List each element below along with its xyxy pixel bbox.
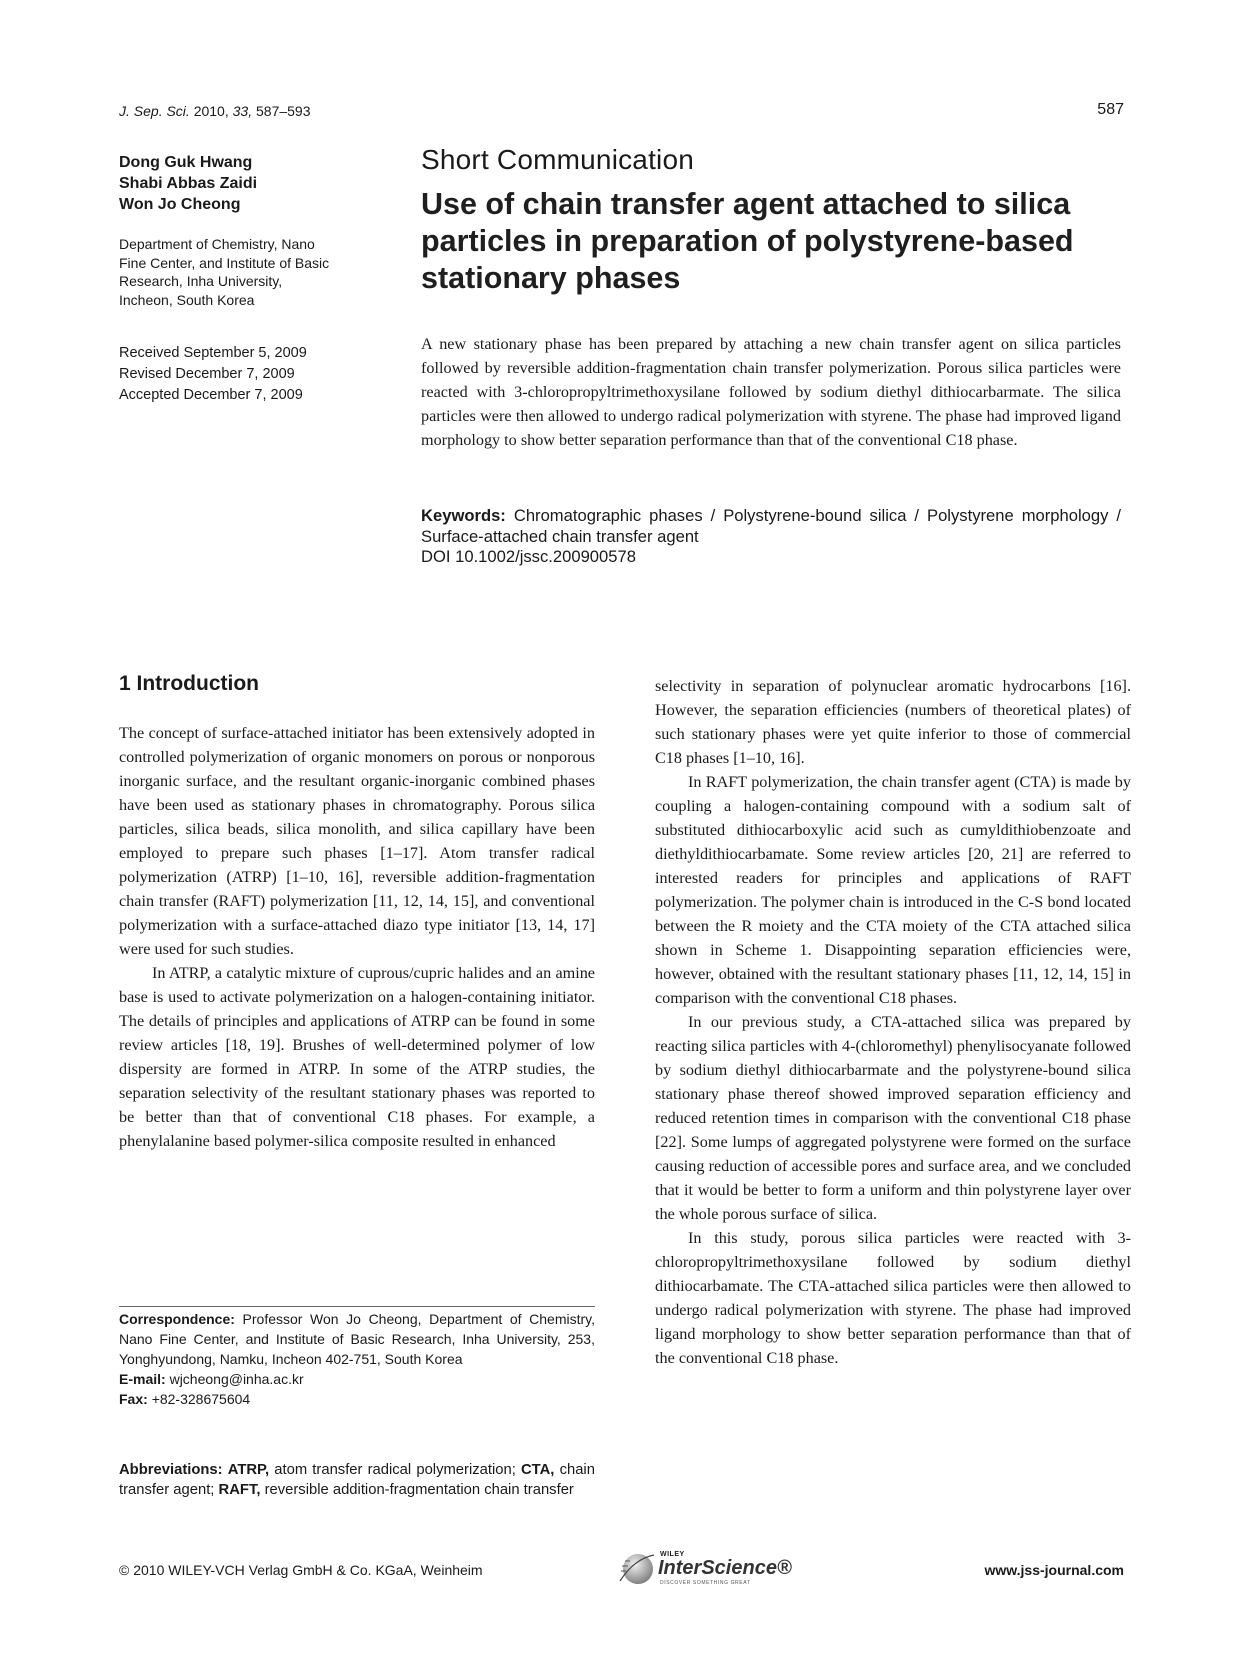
paragraph: In this study, porous silica particles were reacted with 3-chloropropyltrimethoxysilane followed by sodium diethyl dithiocarbamate. The CTA-attached silica particles were then allowed to undergo radical polymerization with styrene. The phase had improved ligand morphology to show better separation performance than that of the conventional C18 phase. (655, 1229, 1131, 1367)
author: Dong Guk Hwang (119, 154, 253, 171)
article-meta (119, 152, 389, 406)
author: Shabi Abbas Zaidi (119, 175, 258, 192)
correspondence (119, 1309, 595, 1409)
abbreviations (119, 1460, 595, 1500)
journal-year: 2010, (193, 103, 229, 119)
email-link[interactable]: wjcheong@inha.ac.kr (169, 1371, 304, 1387)
paragraph: selectivity in separation of polynuclear aromatic hydrocarbons [16]. However, the separation efficiencies (numbers of theoretical plates) of such stationary phases were yet quite inferior to those of commercial C18 phases [1–10, 16]. (655, 677, 1131, 767)
article-type: Short Communication (421, 144, 695, 175)
abbreviation-definition: atom transfer radical polymerization; (274, 1462, 516, 1478)
keywords (421, 505, 1121, 547)
body-column-left (119, 721, 595, 1153)
keywords-text: Chromatographic phases / Polystyrene-bound silica / Polystyrene morphology / Surface-attached chain transfer agent (421, 506, 1121, 546)
paragraph: The concept of surface-attached initiator has been extensively adopted in controlled polymerization of organic monomers on porous or nonporous inorganic surface, and the resultant organic-inorganic combined phases have been used as stationary phases in chromatography. Porous silica particles, silica beads, silica monolith, and silica capillary have been employed to prepare such phases [1–17]. Atom transfer radical polymerization (ATRP) [1–10, 16], reversible addition-fragmentation chain transfer (RAFT) polymerization [11, 12, 14, 15], and conventional polymerization with a surface-attached diazo type initiator [13, 14, 17] were used for such studies. (119, 724, 595, 958)
fax-label: Fax: (119, 1391, 148, 1407)
journal-volume: 33, (232, 103, 253, 119)
correspondence-fax (119, 1389, 595, 1409)
affiliation (119, 235, 389, 309)
abbreviation-term: ATRP, (227, 1462, 270, 1478)
date-revised: Revised December 7, 2009 (119, 366, 295, 382)
keywords-label: Keywords: (421, 506, 506, 525)
fax-number: +82-328675604 (151, 1391, 251, 1407)
author: Won Jo Cheong (119, 196, 241, 213)
abbreviation-term: CTA, (521, 1462, 555, 1478)
correspondence-email (119, 1369, 595, 1389)
correspondence-text: Professor Won Jo Cheong, Department of Chemistry, Nano Fine Center, and Institute of Basic Research, Inha University, 253, Yonghyundong, Namku, Incheon 402-751, South Korea (119, 1311, 595, 1367)
paragraph: In our previous study, a CTA-attached silica was prepared by reacting silica particles with 4-(chloromethyl) phenylisocyanate followed by sodium diethyl dithiocarbarmate and the polystyrene-bound silica stationary phase thereof showed improved separation efficiency and reduced retention times in comparison with the conventional C18 phase [22]. Some lumps of aggregated polystyrene were formed on the surface causing reduction of accessible pores and surface area, and we concluded that it would be better to form a uniform and thin polystyrene layer over the whole porous surface of silica. (655, 1013, 1131, 1223)
title-block (421, 144, 1121, 297)
logo-brand: InterScience® (658, 1557, 792, 1579)
abbreviations-label: Abbreviations: (119, 1462, 223, 1478)
journal-name: J. Sep. Sci. (119, 103, 190, 119)
correspondence-label: Correspondence: (119, 1311, 235, 1327)
paragraph: In RAFT polymerization, the chain transfer agent (CTA) is made by coupling a halogen-containing compound with a sodium salt of substituted dithiocarboxylic acid such as cumyldithiobenzoate and diethyldithiocarbamate. Some review articles [20, 21] are referred to interested readers for principles and applications of RAFT polymerization. The polymer chain is introduced in the C-S bond located between the R moiety and the CTA moiety of the CTA attached silica shown in Scheme 1. Disappointing separation efficiencies were, however, obtained with the resultant stationary phases [11, 12, 14, 15] in comparison with the conventional C18 phases. (655, 773, 1131, 1007)
date-accepted: Accepted December 7, 2009 (119, 387, 303, 403)
author-list (119, 152, 389, 215)
page-number: 587 (1097, 101, 1124, 118)
doi: DOI 10.1002/jssc.200900578 (421, 547, 636, 566)
correspondence-address (119, 1309, 595, 1369)
abbreviation-definition: chain transfer agent; (119, 1462, 595, 1498)
abbreviation-definition: reversible addition-fragmentation chain transfer (264, 1482, 574, 1498)
abbreviation-term: RAFT, (218, 1482, 261, 1498)
date-received: Received September 5, 2009 (119, 345, 307, 361)
paragraph: In ATRP, a catalytic mixture of cuprous/cupric halides and an amine base is used to activate polymerization on a halogen-containing initiator. The details of principles and applications of ATRP can be found in some review articles [18, 19]. Brushes of well-determined polymer of low dispersity are formed in ATRP. In some of the ATRP studies, the separation selectivity of the resultant stationary phases was reported to be better than that of conventional C18 phases. For example, a phenylalanine based polymer-silica composite resulted in enhanced (119, 964, 595, 1150)
journal-citation (119, 103, 311, 119)
abstract: A new stationary phase has been prepared by attaching a new chain transfer agent on silica particles followed by reversible addition-fragmentation chain transfer polymerization. Porous silica particles were reacted with 3-chloropropyltrimethoxysilane followed by sodium diethyl dithiocarbarmate. The silica particles were then allowed to undergo radical polymerization with styrene. The phase had improved ligand morphology to show better separation performance than that of the conventional C18 phase. (421, 335, 1121, 449)
divider (119, 1306, 595, 1307)
email-label: E-mail: (119, 1371, 166, 1387)
logo-tagline: DISCOVER SOMETHING GREAT (660, 1580, 751, 1586)
article-dates (119, 343, 389, 406)
journal-pages: 587–593 (256, 103, 311, 119)
affiliation-line: Fine Center, and Institute of Basic (119, 254, 330, 271)
interscience-logo (616, 1549, 792, 1589)
article-title: Use of chain transfer agent attached to silica particles in preparation of polystyrene-based stationary phases (421, 187, 1074, 295)
journal-website-link[interactable]: www.jss-journal.com (984, 1562, 1124, 1578)
affiliation-line: Incheon, South Korea (119, 291, 255, 308)
section-heading-introduction: 1 Introduction (119, 672, 259, 695)
globe-icon (616, 1551, 656, 1587)
logo-publisher: WILEY (660, 1551, 685, 1558)
affiliation-line: Department of Chemistry, Nano (119, 236, 315, 252)
body-column-right (655, 674, 1131, 1370)
footer-copyright: © 2010 WILEY-VCH Verlag GmbH & Co. KGaA, Weinheim (119, 1562, 483, 1578)
affiliation-line: Research, Inha University, (119, 273, 283, 289)
